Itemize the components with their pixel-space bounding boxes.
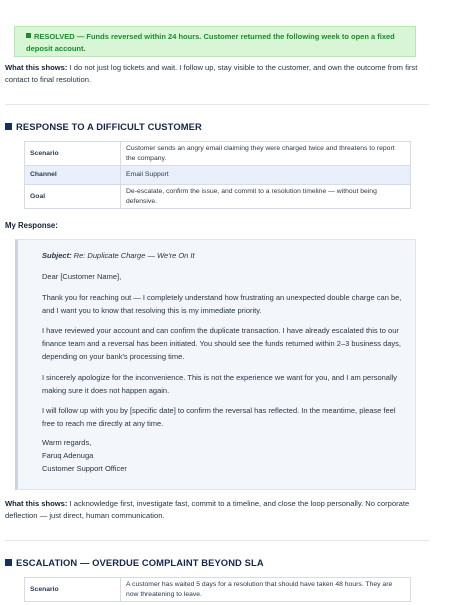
row-value: Email Support (121, 166, 411, 185)
letter-greeting: Dear [Customer Name], (42, 272, 122, 281)
resolved-banner (14, 26, 416, 57)
row-value: A customer has waited 5 days for a resolution that should have taken 48 hours. They are now threatening to leave. (121, 578, 411, 602)
section-heading-difficult-customer (5, 121, 202, 132)
letter-signature-title: Customer Support Officer (42, 464, 127, 473)
row-key: Scenario (25, 578, 121, 602)
table-row (25, 578, 411, 602)
row-key: Scenario (25, 142, 121, 166)
section-title: RESPONSE TO A DIFFICULT CUSTOMER (16, 121, 202, 132)
table-row (25, 142, 411, 166)
row-key: Goal (25, 185, 121, 209)
letter-closing: Warm regards, (42, 438, 92, 447)
navy-square-icon (5, 559, 12, 566)
divider (5, 540, 429, 541)
letter-paragraph: I sincerely apologize for the inconvenience. This is not the experience we want for you, and I am personally making sure it does not happen again. (42, 373, 398, 395)
my-response-label: My Response: (5, 221, 58, 230)
what-this-shows-1 (5, 62, 430, 86)
row-value: De-escalate, confirm the issue, and commit to a resolution timeline — without being defensive. (121, 185, 411, 209)
navy-square-icon (5, 123, 12, 130)
scenario-table-1 (24, 141, 411, 209)
section-title: ESCALATION — OVERDUE COMPLAINT BEYOND SLA (16, 557, 264, 568)
divider (5, 104, 429, 105)
section-heading-escalation (5, 557, 264, 568)
response-letter (15, 239, 416, 490)
what-this-shows-text: I do not just log tickets and wait. I follow up, stay visible to the customer, and own the outcome from first contact to final resolution. (5, 63, 418, 84)
row-value: Customer sends an angry email claiming they were charged twice and threatens to report the company. (121, 142, 411, 166)
letter-paragraph: I have reviewed your account and can confirm the duplicate transaction. I have already escalated this to our finance team and a reversal has been initiated. You should see the funds returned within 2–3 business days, depending on your bank's processing time. (42, 326, 401, 361)
table-row (25, 185, 411, 209)
row-key: Channel (25, 166, 121, 185)
what-this-shows-2 (5, 498, 430, 522)
what-this-shows-label: What this shows: (5, 499, 68, 508)
what-this-shows-label: What this shows: (5, 63, 68, 72)
letter-subject (42, 249, 408, 262)
subject-text: Re: Duplicate Charge — We're On It (71, 251, 195, 260)
letter-paragraph: Thank you for reaching out — I completely understand how frustrating an unexpected double charge can be, and I want you to know that resolving this is my immediate priority. (42, 293, 402, 315)
green-square-icon (26, 33, 31, 38)
letter-paragraph: I will follow up with you by [specific date] to confirm the reversal has reflected. In the meantime, please feel free to reach me directly at any time. (42, 406, 396, 428)
letter-signature-name: Faruq Adenuga (42, 451, 94, 460)
subject-label: Subject: (42, 251, 72, 260)
resolved-banner-text: RESOLVED — Funds reversed within 24 hours. Customer returned the following week to open a fixed deposit account. (26, 32, 395, 53)
table-row (25, 166, 411, 185)
what-this-shows-text: I acknowledge first, investigate fast, commit to a timeline, and close the loop personally. No corporate deflection — just direct, human communication. (5, 499, 410, 520)
scenario-table-2 (24, 577, 411, 602)
